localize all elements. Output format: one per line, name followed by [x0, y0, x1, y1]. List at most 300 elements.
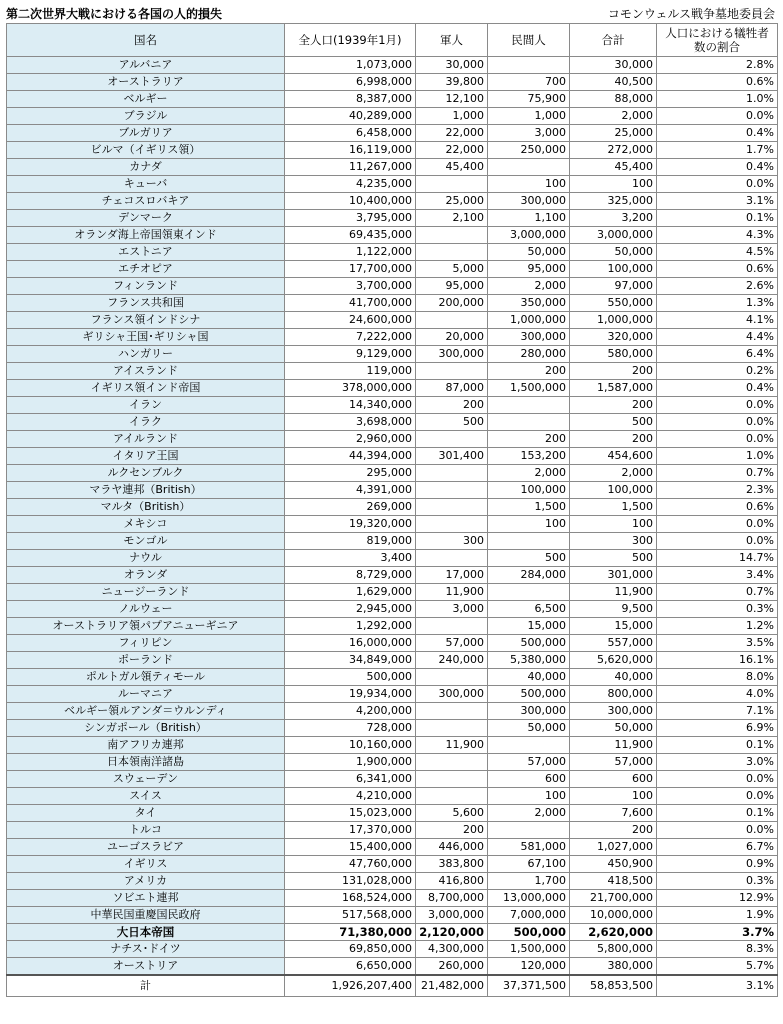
- civilian-cell: 120,000: [488, 958, 570, 976]
- population-cell: 41,700,000: [285, 295, 416, 312]
- total-cell: 301,000: [570, 567, 657, 584]
- percentage-cell: 2.6%: [657, 278, 778, 295]
- total-cell: 580,000: [570, 346, 657, 363]
- military-cell: [416, 669, 488, 686]
- percentage-cell: 0.7%: [657, 465, 778, 482]
- percentage-cell: 0.0%: [657, 431, 778, 448]
- military-cell: [416, 176, 488, 193]
- military-cell: [416, 703, 488, 720]
- total-cell: 57,000: [570, 754, 657, 771]
- country-cell: アイルランド: [7, 431, 285, 448]
- country-cell: トルコ: [7, 822, 285, 839]
- total-cell: 11,900: [570, 737, 657, 754]
- country-cell: 日本領南洋諸島: [7, 754, 285, 771]
- percentage-cell: 6.7%: [657, 839, 778, 856]
- total-cell: 550,000: [570, 295, 657, 312]
- table-row: [7, 652, 778, 669]
- table-row: [7, 414, 778, 431]
- civilian-cell: 13,000,000: [488, 890, 570, 907]
- percentage-cell: 0.0%: [657, 822, 778, 839]
- population-cell: 6,341,000: [285, 771, 416, 788]
- percentage-cell: 0.6%: [657, 74, 778, 91]
- table-row: [7, 958, 778, 976]
- military-cell: 2,120,000: [416, 924, 488, 941]
- country-cell: ギリシャ王国･ギリシャ国: [7, 329, 285, 346]
- percentage-cell: 0.4%: [657, 159, 778, 176]
- table-row: [7, 465, 778, 482]
- total-cell: 40,000: [570, 669, 657, 686]
- total-cell: 200: [570, 431, 657, 448]
- country-cell: カナダ: [7, 159, 285, 176]
- military-cell: 39,800: [416, 74, 488, 91]
- table-row: [7, 805, 778, 822]
- total-percentage: 3.1%: [657, 975, 778, 997]
- percentage-cell: 4.5%: [657, 244, 778, 261]
- country-cell: アメリカ: [7, 873, 285, 890]
- total-cell: 450,900: [570, 856, 657, 873]
- header-civilian: 民間人: [488, 24, 570, 57]
- population-cell: 378,000,000: [285, 380, 416, 397]
- military-cell: 2,100: [416, 210, 488, 227]
- population-cell: 6,998,000: [285, 74, 416, 91]
- percentage-cell: 0.0%: [657, 516, 778, 533]
- civilian-cell: 2,000: [488, 805, 570, 822]
- total-cell: 800,000: [570, 686, 657, 703]
- civilian-cell: 1,000,000: [488, 312, 570, 329]
- country-cell: フィリピン: [7, 635, 285, 652]
- table-row: [7, 227, 778, 244]
- table-row: [7, 890, 778, 907]
- table-row: [7, 142, 778, 159]
- table-body: [7, 57, 778, 976]
- percentage-cell: 6.9%: [657, 720, 778, 737]
- civilian-cell: 280,000: [488, 346, 570, 363]
- military-cell: 416,800: [416, 873, 488, 890]
- civilian-cell: 50,000: [488, 720, 570, 737]
- population-cell: 295,000: [285, 465, 416, 482]
- country-cell: オーストラリア領パプアニューギニア: [7, 618, 285, 635]
- civilian-cell: [488, 584, 570, 601]
- military-cell: [416, 244, 488, 261]
- country-cell: ポルトガル領ティモール: [7, 669, 285, 686]
- country-cell: イギリス: [7, 856, 285, 873]
- total-cell: 100: [570, 516, 657, 533]
- country-cell: ナチス･ドイツ: [7, 941, 285, 958]
- civilian-cell: [488, 822, 570, 839]
- total-cell: 3,200: [570, 210, 657, 227]
- population-cell: 6,458,000: [285, 125, 416, 142]
- population-cell: 15,400,000: [285, 839, 416, 856]
- military-cell: [416, 312, 488, 329]
- table-row: [7, 159, 778, 176]
- percentage-cell: 2.3%: [657, 482, 778, 499]
- table-row: [7, 363, 778, 380]
- population-cell: 819,000: [285, 533, 416, 550]
- header-country: 国名: [7, 24, 285, 57]
- civilian-cell: 15,000: [488, 618, 570, 635]
- total-cell: 380,000: [570, 958, 657, 976]
- population-cell: 9,129,000: [285, 346, 416, 363]
- country-cell: ベルギー領ルアンダ＝ウルンディ: [7, 703, 285, 720]
- population-cell: 19,934,000: [285, 686, 416, 703]
- percentage-cell: 0.2%: [657, 363, 778, 380]
- percentage-cell: 8.3%: [657, 941, 778, 958]
- population-cell: 3,700,000: [285, 278, 416, 295]
- population-cell: 168,524,000: [285, 890, 416, 907]
- civilian-cell: 1,500: [488, 499, 570, 516]
- civilian-cell: 1,000: [488, 108, 570, 125]
- percentage-cell: 3.4%: [657, 567, 778, 584]
- population-cell: 3,698,000: [285, 414, 416, 431]
- military-cell: [416, 363, 488, 380]
- civilian-cell: 200: [488, 363, 570, 380]
- country-cell: イギリス領インド帝国: [7, 380, 285, 397]
- country-cell: ブルガリア: [7, 125, 285, 142]
- total-cell: 100,000: [570, 261, 657, 278]
- total-cell: 2,000: [570, 465, 657, 482]
- population-cell: 4,210,000: [285, 788, 416, 805]
- table-row: [7, 924, 778, 941]
- population-cell: 2,960,000: [285, 431, 416, 448]
- military-cell: [416, 499, 488, 516]
- population-cell: 40,289,000: [285, 108, 416, 125]
- population-cell: 517,568,000: [285, 907, 416, 924]
- military-cell: 1,000: [416, 108, 488, 125]
- civilian-cell: 300,000: [488, 193, 570, 210]
- country-cell: エチオピア: [7, 261, 285, 278]
- civilian-cell: 600: [488, 771, 570, 788]
- military-cell: 260,000: [416, 958, 488, 976]
- civilian-cell: 1,500,000: [488, 941, 570, 958]
- civilian-cell: 250,000: [488, 142, 570, 159]
- total-cell: 272,000: [570, 142, 657, 159]
- military-cell: 25,000: [416, 193, 488, 210]
- percentage-cell: 3.5%: [657, 635, 778, 652]
- civilian-cell: 1,100: [488, 210, 570, 227]
- military-cell: [416, 754, 488, 771]
- table-row: [7, 448, 778, 465]
- table-row: [7, 856, 778, 873]
- table-row: [7, 550, 778, 567]
- military-cell: [416, 516, 488, 533]
- document-title: 第二次世界大戦における各国の人的損失: [6, 7, 223, 21]
- percentage-cell: 16.1%: [657, 652, 778, 669]
- military-cell: [416, 227, 488, 244]
- civilian-cell: 5,380,000: [488, 652, 570, 669]
- civilian-cell: [488, 159, 570, 176]
- percentage-cell: 0.3%: [657, 601, 778, 618]
- military-cell: 301,400: [416, 448, 488, 465]
- population-cell: 8,387,000: [285, 91, 416, 108]
- table-row: [7, 788, 778, 805]
- military-cell: 8,700,000: [416, 890, 488, 907]
- population-cell: 269,000: [285, 499, 416, 516]
- military-cell: 200: [416, 822, 488, 839]
- military-cell: [416, 431, 488, 448]
- total-cell: 3,000,000: [570, 227, 657, 244]
- table-row: [7, 261, 778, 278]
- total-cell: 325,000: [570, 193, 657, 210]
- country-cell: マルタ（British）: [7, 499, 285, 516]
- percentage-cell: 0.0%: [657, 397, 778, 414]
- percentage-cell: 0.0%: [657, 176, 778, 193]
- percentage-cell: 0.0%: [657, 108, 778, 125]
- civilian-cell: 100: [488, 516, 570, 533]
- country-cell: オランダ: [7, 567, 285, 584]
- military-cell: 45,400: [416, 159, 488, 176]
- header-population: 全人口(1939年1月): [285, 24, 416, 57]
- percentage-cell: 1.3%: [657, 295, 778, 312]
- percentage-cell: 0.7%: [657, 584, 778, 601]
- population-cell: 8,729,000: [285, 567, 416, 584]
- population-cell: 69,435,000: [285, 227, 416, 244]
- military-cell: 30,000: [416, 57, 488, 74]
- civilian-cell: 300,000: [488, 703, 570, 720]
- total-civilian: 37,371,500: [488, 975, 570, 997]
- military-cell: 500: [416, 414, 488, 431]
- percentage-cell: 0.4%: [657, 125, 778, 142]
- percentage-cell: 7.1%: [657, 703, 778, 720]
- total-cell: 97,000: [570, 278, 657, 295]
- population-cell: 44,394,000: [285, 448, 416, 465]
- country-cell: アイスランド: [7, 363, 285, 380]
- percentage-cell: 4.1%: [657, 312, 778, 329]
- population-cell: 119,000: [285, 363, 416, 380]
- percentage-cell: 0.1%: [657, 210, 778, 227]
- total-cell: 1,587,000: [570, 380, 657, 397]
- percentage-cell: 4.4%: [657, 329, 778, 346]
- civilian-cell: 581,000: [488, 839, 570, 856]
- table-row: [7, 822, 778, 839]
- population-cell: 131,028,000: [285, 873, 416, 890]
- civilian-cell: 3,000,000: [488, 227, 570, 244]
- military-cell: 87,000: [416, 380, 488, 397]
- country-cell: スウェーデン: [7, 771, 285, 788]
- total-cell: 418,500: [570, 873, 657, 890]
- table-row: [7, 499, 778, 516]
- population-cell: 19,320,000: [285, 516, 416, 533]
- population-cell: 34,849,000: [285, 652, 416, 669]
- population-cell: 69,850,000: [285, 941, 416, 958]
- country-cell: ビルマ（イギリス領）: [7, 142, 285, 159]
- country-cell: 大日本帝国: [7, 924, 285, 941]
- civilian-cell: 100: [488, 788, 570, 805]
- population-cell: 1,073,000: [285, 57, 416, 74]
- civilian-cell: [488, 397, 570, 414]
- country-cell: 中華民国重慶国民政府: [7, 907, 285, 924]
- military-cell: 57,000: [416, 635, 488, 652]
- military-cell: 383,800: [416, 856, 488, 873]
- civilian-cell: 2,000: [488, 278, 570, 295]
- population-cell: 17,370,000: [285, 822, 416, 839]
- casualties-table: [6, 23, 778, 997]
- table-row: [7, 839, 778, 856]
- population-cell: 14,340,000: [285, 397, 416, 414]
- total-cell: 88,000: [570, 91, 657, 108]
- country-cell: 南アフリカ連邦: [7, 737, 285, 754]
- military-cell: [416, 550, 488, 567]
- country-cell: ポーランド: [7, 652, 285, 669]
- population-cell: 3,795,000: [285, 210, 416, 227]
- country-cell: フィンランド: [7, 278, 285, 295]
- military-cell: [416, 465, 488, 482]
- civilian-cell: 6,500: [488, 601, 570, 618]
- country-cell: スイス: [7, 788, 285, 805]
- total-cell: 11,900: [570, 584, 657, 601]
- population-cell: 1,122,000: [285, 244, 416, 261]
- military-cell: [416, 618, 488, 635]
- civilian-cell: 3,000: [488, 125, 570, 142]
- table-row: [7, 295, 778, 312]
- population-cell: 15,023,000: [285, 805, 416, 822]
- table-row: [7, 703, 778, 720]
- civilian-cell: 40,000: [488, 669, 570, 686]
- country-cell: ニュージーランド: [7, 584, 285, 601]
- military-cell: 300: [416, 533, 488, 550]
- percentage-cell: 1.7%: [657, 142, 778, 159]
- table-row: [7, 771, 778, 788]
- country-cell: アルバニア: [7, 57, 285, 74]
- total-cell: 1,027,000: [570, 839, 657, 856]
- total-cell: 557,000: [570, 635, 657, 652]
- percentage-cell: 0.6%: [657, 499, 778, 516]
- total-military: 21,482,000: [416, 975, 488, 997]
- country-cell: ソビエト連邦: [7, 890, 285, 907]
- percentage-cell: 0.0%: [657, 414, 778, 431]
- military-cell: 11,900: [416, 737, 488, 754]
- percentage-cell: 3.7%: [657, 924, 778, 941]
- military-cell: 22,000: [416, 142, 488, 159]
- country-cell: ユーゴスラビア: [7, 839, 285, 856]
- total-cell: 100,000: [570, 482, 657, 499]
- table-row: [7, 329, 778, 346]
- population-cell: 47,760,000: [285, 856, 416, 873]
- civilian-cell: [488, 414, 570, 431]
- country-cell: マラヤ連邦（British）: [7, 482, 285, 499]
- percentage-cell: 0.4%: [657, 380, 778, 397]
- country-cell: エストニア: [7, 244, 285, 261]
- table-row: [7, 346, 778, 363]
- percentage-cell: 8.0%: [657, 669, 778, 686]
- civilian-cell: 75,900: [488, 91, 570, 108]
- country-cell: ナウル: [7, 550, 285, 567]
- total-cell: 5,620,000: [570, 652, 657, 669]
- country-cell: オーストリア: [7, 958, 285, 976]
- country-cell: フランス領インドシナ: [7, 312, 285, 329]
- table-row: [7, 686, 778, 703]
- table-row: [7, 108, 778, 125]
- population-cell: 16,000,000: [285, 635, 416, 652]
- military-cell: 95,000: [416, 278, 488, 295]
- military-cell: [416, 771, 488, 788]
- civilian-cell: 153,200: [488, 448, 570, 465]
- table-row: [7, 312, 778, 329]
- country-cell: デンマーク: [7, 210, 285, 227]
- total-cell: 45,400: [570, 159, 657, 176]
- country-cell: ノルウェー: [7, 601, 285, 618]
- military-cell: 200: [416, 397, 488, 414]
- military-cell: 5,000: [416, 261, 488, 278]
- percentage-cell: 0.0%: [657, 788, 778, 805]
- percentage-cell: 6.4%: [657, 346, 778, 363]
- percentage-cell: 4.0%: [657, 686, 778, 703]
- percentage-cell: 1.2%: [657, 618, 778, 635]
- military-cell: 3,000: [416, 601, 488, 618]
- country-cell: チェコスロバキア: [7, 193, 285, 210]
- total-cell: 100: [570, 788, 657, 805]
- civilian-cell: 200: [488, 431, 570, 448]
- civilian-cell: 100,000: [488, 482, 570, 499]
- total-cell: 200: [570, 363, 657, 380]
- table-row: [7, 176, 778, 193]
- percentage-cell: 4.3%: [657, 227, 778, 244]
- table-row: [7, 74, 778, 91]
- civilian-cell: 284,000: [488, 567, 570, 584]
- country-cell: イラン: [7, 397, 285, 414]
- total-cell: 600: [570, 771, 657, 788]
- percentage-cell: 14.7%: [657, 550, 778, 567]
- table-row: [7, 482, 778, 499]
- military-cell: 300,000: [416, 686, 488, 703]
- population-cell: 6,650,000: [285, 958, 416, 976]
- total-cell: 2,620,000: [570, 924, 657, 941]
- population-cell: 1,900,000: [285, 754, 416, 771]
- population-cell: 10,400,000: [285, 193, 416, 210]
- population-cell: 4,200,000: [285, 703, 416, 720]
- table-row: [7, 91, 778, 108]
- population-cell: 2,945,000: [285, 601, 416, 618]
- percentage-cell: 0.0%: [657, 771, 778, 788]
- civilian-cell: [488, 57, 570, 74]
- table-row: [7, 193, 778, 210]
- country-cell: ルーマニア: [7, 686, 285, 703]
- military-cell: [416, 788, 488, 805]
- total-cell: 320,000: [570, 329, 657, 346]
- percentage-cell: 5.7%: [657, 958, 778, 976]
- total-cell: 2,000: [570, 108, 657, 125]
- total-cell: 9,500: [570, 601, 657, 618]
- header-military: 軍人: [416, 24, 488, 57]
- civilian-cell: 700: [488, 74, 570, 91]
- civilian-cell: 2,000: [488, 465, 570, 482]
- table-row: [7, 941, 778, 958]
- total-cell: 200: [570, 822, 657, 839]
- total-cell: 1,500: [570, 499, 657, 516]
- total-total: 58,853,500: [570, 975, 657, 997]
- percentage-cell: 1.0%: [657, 91, 778, 108]
- population-cell: 4,235,000: [285, 176, 416, 193]
- table-row: [7, 618, 778, 635]
- population-cell: 1,629,000: [285, 584, 416, 601]
- country-cell: ルクセンブルク: [7, 465, 285, 482]
- country-cell: ハンガリー: [7, 346, 285, 363]
- civilian-cell: 95,000: [488, 261, 570, 278]
- header-percentage: 人口における犠牲者数の割合: [657, 24, 778, 57]
- total-cell: 500: [570, 414, 657, 431]
- country-cell: イラク: [7, 414, 285, 431]
- population-cell: 10,160,000: [285, 737, 416, 754]
- table-row: [7, 754, 778, 771]
- civilian-cell: 500: [488, 550, 570, 567]
- military-cell: 446,000: [416, 839, 488, 856]
- percentage-cell: 0.3%: [657, 873, 778, 890]
- total-cell: 30,000: [570, 57, 657, 74]
- header-row: [7, 24, 778, 57]
- table-row: [7, 601, 778, 618]
- table-row: [7, 720, 778, 737]
- total-cell: 15,000: [570, 618, 657, 635]
- military-cell: [416, 720, 488, 737]
